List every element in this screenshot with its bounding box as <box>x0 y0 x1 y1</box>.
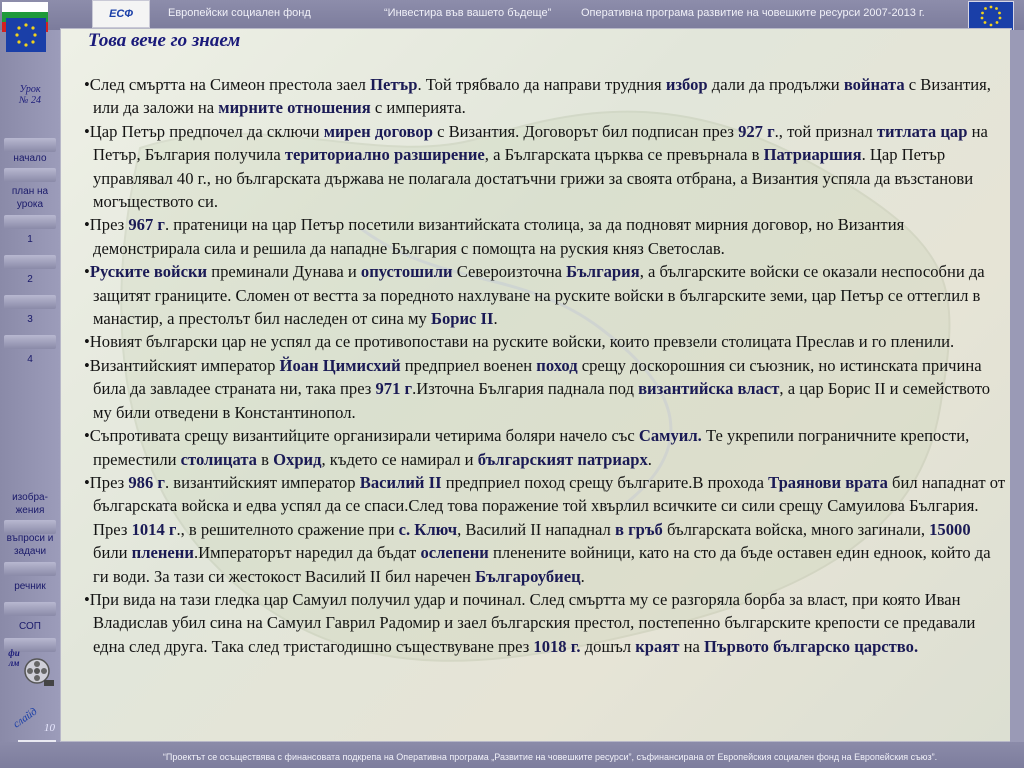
bold-term: териториално разширение <box>284 145 485 165</box>
text-run: ., той признал <box>774 121 877 141</box>
bold-term: поход <box>536 355 578 375</box>
bulgaria-flag-icon <box>0 0 60 60</box>
bold-term: краят <box>635 636 680 656</box>
bold-term: в гръб <box>614 519 663 539</box>
text-run: с империята. <box>370 98 466 118</box>
bold-term: мирен договор <box>323 121 433 141</box>
bold-term: Патриаршия <box>763 145 862 165</box>
bold-term: 15000 <box>929 519 971 539</box>
text-run: били <box>93 543 132 563</box>
text-run: . пратеници на цар Петър посетили византийската столица, за да подновят мирния договор, но Византия демонстрирала сила и решила да нападне България с помощта на руския княз Светослав. <box>93 215 905 258</box>
film-label[interactable]: филм <box>8 648 20 668</box>
text-run: . <box>580 566 585 586</box>
bold-term: Първото българско царство. <box>704 636 919 656</box>
nav-questions-button[interactable]: въпроси и задачи <box>6 533 54 557</box>
nav-separator <box>4 295 56 309</box>
nav-section-4-button[interactable]: 4 <box>27 354 33 365</box>
bold-term: войната <box>843 75 905 94</box>
esf-logo: ЕСФ <box>92 0 150 28</box>
text-run: Те укрепили пограничните крепости, преместили <box>93 426 970 469</box>
bold-term: Охрид <box>273 449 322 469</box>
text-run: . византийският император <box>164 472 360 492</box>
bold-term: Самуил. <box>638 426 702 446</box>
text-run: на Петър, България получила <box>93 121 988 165</box>
header-bar <box>0 0 1024 30</box>
bold-term: 971 г <box>375 379 413 399</box>
nav-separator <box>4 168 56 182</box>
paragraph <box>84 120 1006 214</box>
text-run: •През <box>84 472 129 492</box>
text-run: преминали Дунава и <box>207 262 361 282</box>
nav-images-button[interactable]: изобра-жения <box>12 492 48 516</box>
bold-term: Йоан Цимисхий <box>279 355 401 375</box>
nav-glossary-button[interactable]: речник <box>14 581 46 592</box>
bold-term: Василий II <box>359 472 442 492</box>
text-run: , където се намирал и <box>321 449 478 469</box>
text-run: . <box>647 449 652 469</box>
footer-bar <box>0 742 1024 768</box>
text-run: бил нападнат от българската войска и едва успял да се спаси.След това поражение той хвърлил всичките си сили срещу Самуилова България. През <box>93 472 1006 539</box>
header-slogan: “Инвестира във вашето бъдеще” <box>384 7 552 19</box>
bold-term: Петър <box>370 75 418 94</box>
text-run: , а Българската църква се превърнала в <box>484 145 764 165</box>
bold-term: Българоубиец <box>475 566 581 586</box>
bold-term: 1014 г <box>131 519 177 539</box>
sidebar <box>0 30 60 742</box>
lesson-word: Урок <box>19 84 41 95</box>
slide-number: 10 <box>44 722 55 734</box>
film-reel-icon[interactable] <box>22 656 56 690</box>
text-run: •През <box>84 215 129 235</box>
bold-term: с. Ключ <box>398 519 458 539</box>
bold-term: мирните отношения <box>218 98 371 118</box>
text-run: ., в решителното сражение при <box>176 519 399 539</box>
paragraph <box>84 260 1006 330</box>
bold-term: опустошили <box>360 262 453 282</box>
text-run: българската войска, много загинали, <box>662 519 930 539</box>
lesson-label <box>10 84 50 106</box>
nav-sop-button[interactable]: СОП <box>19 621 41 632</box>
bold-term: 967 г <box>128 215 165 235</box>
header-program: Оперативна програма развитие на човешките ресурси 2007-2013 г. <box>581 7 925 19</box>
text-run: с Византия, или да заложи на <box>93 75 991 118</box>
eu-flag-icon <box>968 1 1014 31</box>
text-run: •Византийският император <box>84 355 280 375</box>
nav-separator <box>4 335 56 349</box>
bold-term: избор <box>665 75 708 94</box>
text-run: пленените войници, като на сто да бъде оставен един едноок, който да ги води. За тази си жестокост Василий II бил наречен <box>93 543 991 586</box>
paragraph <box>84 330 1006 353</box>
page-title: Това вече го знаем <box>88 30 241 51</box>
bold-term: 986 г <box>128 472 165 492</box>
paragraph <box>84 471 1006 588</box>
nav-separator <box>4 255 56 269</box>
slide-label: слайд <box>10 705 40 731</box>
text-run: с Византия. Договорът бил подписан през <box>432 121 739 141</box>
text-run: Североизточна <box>452 262 567 282</box>
nav-section-2-button[interactable]: 2 <box>27 274 33 285</box>
text-run: , а цар Борис II и семейството му били отведени в Константинопол. <box>93 379 991 422</box>
bold-term: титлата цар <box>876 121 968 141</box>
header-fund: Европейски социален фонд <box>168 7 311 19</box>
nav-home-button[interactable]: начало <box>13 153 47 164</box>
text-run: •След смъртта на Симеон престола заел <box>84 75 371 94</box>
paragraph <box>84 213 1006 260</box>
text-run: . Той трябвало да направи трудния <box>417 75 666 94</box>
lesson-number: № 24 <box>19 95 41 106</box>
nav-separator <box>4 562 56 576</box>
text-run: , а българските войски се оказали неспособни да защитят границите. Сломен от вестта за поредното нахлуване на руските войски в българските земи, цар Петър се оттеглил в манастир, а престолът бил наследен от сина му <box>93 262 985 329</box>
nav-separator <box>4 215 56 229</box>
text-run: предприел военен <box>400 355 537 375</box>
text-run: срещу доскорошния си съюзник, но истинската причина била да завладее страната ни, така през <box>93 355 982 399</box>
right-frame <box>1010 30 1024 742</box>
text-run: •Цар Петър предпочел да сключи <box>84 121 324 141</box>
nav-section-1-button[interactable]: 1 <box>27 234 33 245</box>
bold-term: Руските войски <box>89 262 208 282</box>
paragraph <box>84 588 1006 658</box>
bold-term: 1018 г. <box>533 636 581 656</box>
paragraph <box>84 73 1006 120</box>
nav-separator <box>4 602 56 616</box>
lesson-text <box>84 73 1006 658</box>
text-run: .Императорът наредил да бъдат <box>193 543 421 563</box>
nav-section-3-button[interactable]: 3 <box>27 314 33 325</box>
text-run: дошъл <box>580 636 636 656</box>
paragraph <box>84 424 1006 471</box>
text-run: •Новият български цар не успял да се противопостави на руските войски, които превзели столицата Преслав и го пленили. <box>84 332 955 352</box>
text-run: . Цар Петър управлявал 40 г., но българската държава не полагала достатъчни грижи за своята отбрана, а Византия успяла да възстанови могъществото си. <box>93 145 974 212</box>
text-run: .Източна България паднала под <box>412 379 639 399</box>
text-run: , Василий II нападнал <box>457 519 615 539</box>
text-run: •При вида на тази гледка цар Самуил получил удар и починал. След смъртта му се разгоряла борба за власт, при която Иван Владислав убил сина на Самуил Гаврил Радомир и заел българския престол, постепенно българските крепости се предавали една след друга. Така след тристагодишно съществуване през <box>84 589 976 656</box>
text-run: дали да продължи <box>707 75 844 94</box>
bold-term: пленени <box>131 543 194 563</box>
bold-term: Борис II <box>430 309 494 329</box>
nav-separator <box>4 138 56 152</box>
nav-lesson-plan-button[interactable]: план на урока <box>11 186 49 210</box>
bold-term: българският патриарх <box>477 449 648 469</box>
text-run: •Съпротивата срещу византийците организирали четирима боляри начело със <box>84 426 639 446</box>
bold-term: България <box>566 262 640 282</box>
bold-term: 927 г <box>738 121 775 141</box>
bold-term: столицата <box>180 449 257 469</box>
bold-term: византийска власт <box>638 379 780 399</box>
text-run: • <box>84 262 90 282</box>
bold-term: ослепени <box>420 543 489 563</box>
text-run: предприел поход срещу българите.В прохода <box>441 472 769 492</box>
eu-flag-small-icon <box>6 18 46 52</box>
paragraph <box>84 354 1006 424</box>
text-run: на <box>679 636 705 656</box>
text-run: в <box>256 449 274 469</box>
footer-text: “Проектът се осъществява с финансовата подкрепа на Оперативна програма „Развитие на човешките ресурси”, съфинансирана от Европейския социален фонд на Европейския съюз”. <box>162 752 938 762</box>
bold-term: Траянови врата <box>768 472 888 492</box>
text-run: . <box>493 309 498 329</box>
